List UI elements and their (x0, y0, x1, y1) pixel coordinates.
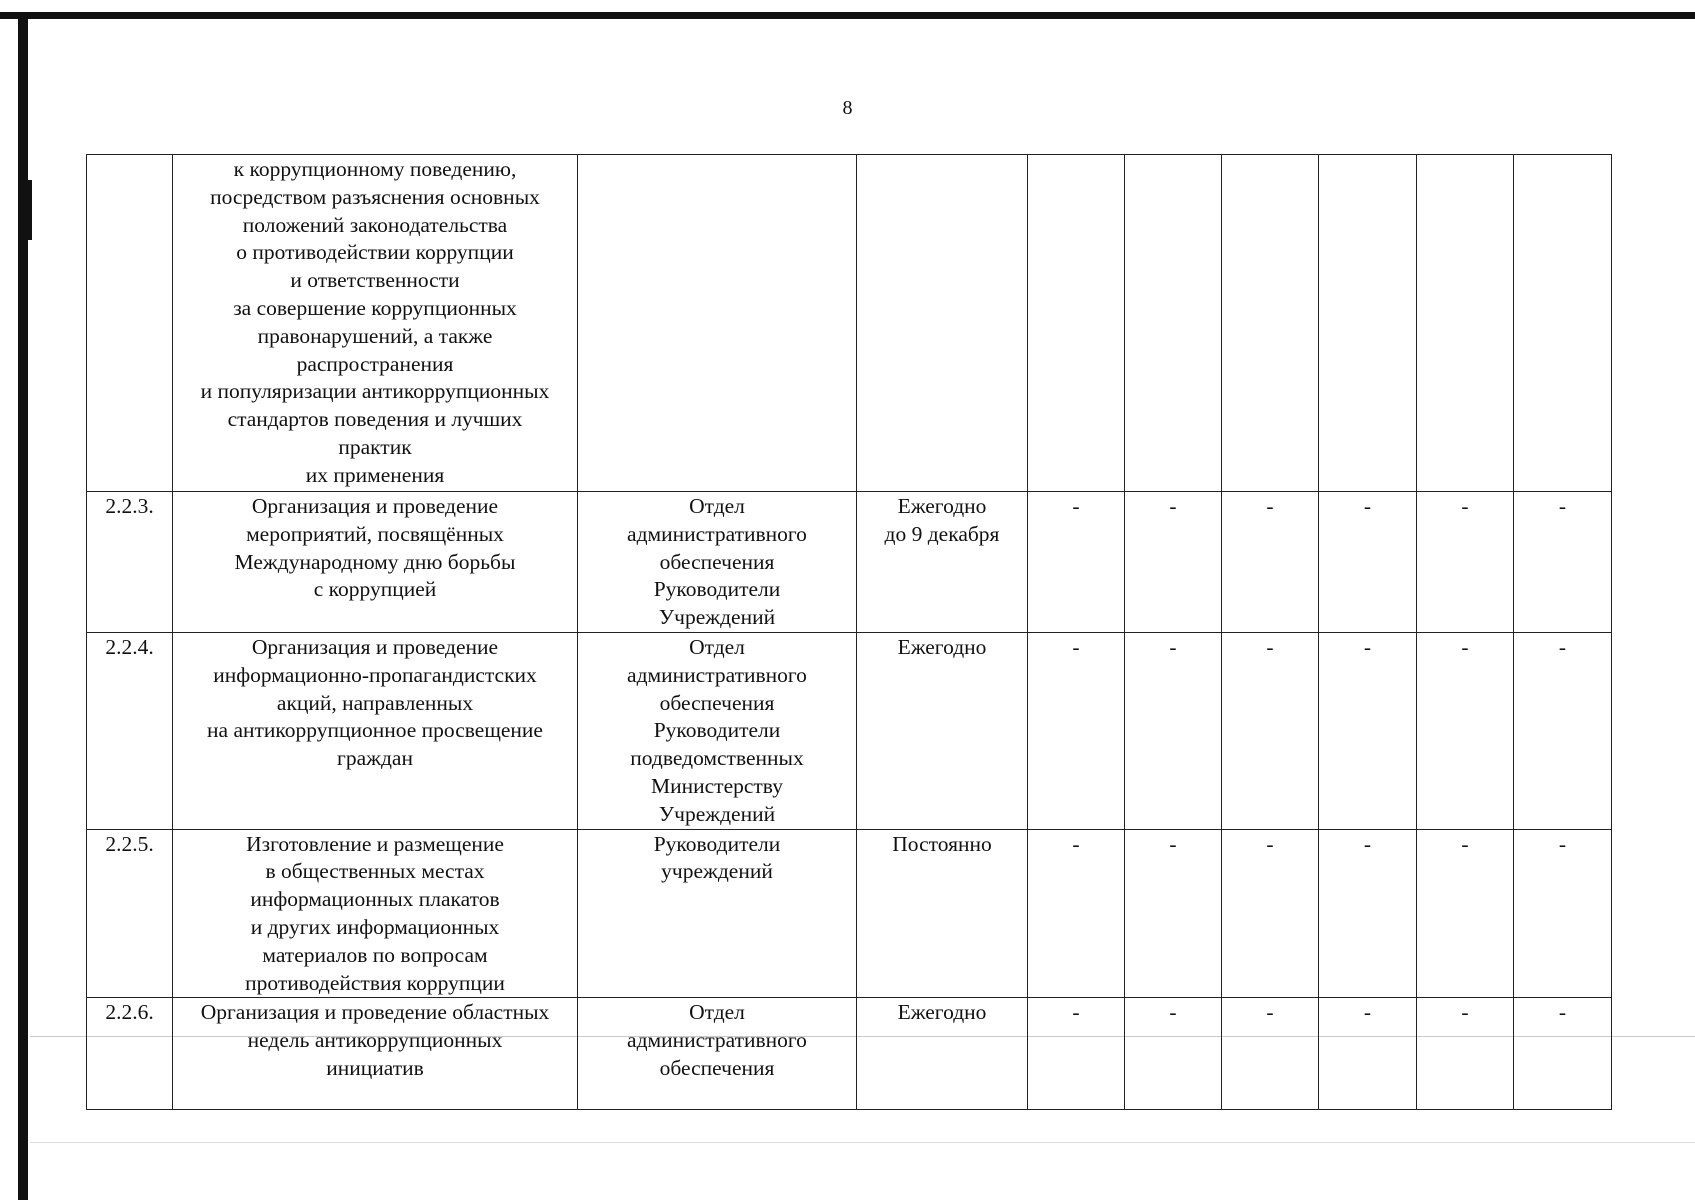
row-number-text: 2.2.4. (105, 634, 154, 659)
responsible-cell-text: Отдел административного обеспечения Руководители подведомственных Министерству Учреждений (627, 634, 807, 826)
activity-cell-text: Изготовление и размещение в общественных местах информационных плакатов и других информационных материалов по вопросам противодействия коррупции (245, 831, 505, 995)
responsible-cell-text: Отдел административного обеспечения Руководители Учреждений (627, 494, 807, 630)
activity-cell-text: Организация и проведение областных недель антикоррупционных инициатив (200, 1000, 550, 1080)
responsible-cell-text: Руководители учреждений (653, 831, 781, 884)
row-number (87, 829, 173, 998)
value-cell-1 (1028, 829, 1125, 998)
value-cell-4 (1319, 155, 1417, 492)
row-number-text: 2.2.5. (105, 831, 154, 856)
deadline-cell-text: Ежегодно (897, 634, 987, 659)
value-cell-1-text: - (1072, 831, 1080, 856)
scan-left-mark (18, 180, 32, 240)
row-number (87, 492, 173, 633)
value-cell-6-text: - (1558, 831, 1567, 856)
value-cell-1-text: - (1072, 1000, 1080, 1025)
value-cell-2-text: - (1169, 634, 1177, 659)
value-cell-4 (1319, 632, 1417, 829)
value-cell-4-text: - (1363, 494, 1372, 518)
value-cell-2 (1125, 155, 1222, 492)
row-number (87, 998, 173, 1110)
deadline-cell (857, 829, 1028, 998)
value-cell-6 (1514, 155, 1612, 492)
row-number (87, 632, 173, 829)
value-cell-2 (1125, 492, 1222, 633)
value-cell-3-text: - (1266, 494, 1274, 518)
value-cell-4 (1319, 829, 1417, 998)
value-cell-1 (1028, 155, 1125, 492)
value-cell-5 (1417, 632, 1514, 829)
value-cell-6 (1514, 829, 1612, 998)
table-row (87, 155, 1612, 492)
value-cell-5-text: - (1461, 634, 1469, 659)
activity-cell-text: к коррупционному поведению, посредством разъяснения основных положений законодательства о противодействии коррупции и ответственности за совершение коррупционных правонарушений, а также распространения и популяризации антикоррупционных стандартов поведения и лучших практик их применения (200, 157, 550, 487)
activity-cell (173, 155, 578, 492)
value-cell-4 (1319, 492, 1417, 633)
value-cell-5 (1417, 155, 1514, 492)
value-cell-5-text: - (1461, 1000, 1469, 1025)
activity-cell (173, 829, 578, 998)
value-cell-2 (1125, 829, 1222, 998)
table-row (87, 492, 1612, 633)
value-cell-2 (1125, 632, 1222, 829)
value-cell-6-text: - (1558, 494, 1567, 518)
responsible-cell-text: Отдел административного обеспечения (627, 1000, 807, 1080)
value-cell-5 (1417, 998, 1514, 1110)
value-cell-2-text: - (1169, 1000, 1177, 1025)
plan-table (86, 154, 1612, 1110)
value-cell-6 (1514, 492, 1612, 633)
deadline-cell-text: Ежегодно (897, 1000, 987, 1025)
value-cell-2-text: - (1169, 494, 1177, 518)
activity-cell (173, 998, 578, 1110)
deadline-cell (857, 632, 1028, 829)
deadline-cell (857, 492, 1028, 633)
value-cell-6-text: - (1558, 1000, 1567, 1025)
activity-cell-text: Организация и проведение информационно-пропагандистских акций, направленных на антикоррупционное просвещение граждан (207, 634, 543, 771)
deadline-cell-text: Ежегодно до 9 декабря (884, 494, 1000, 546)
value-cell-1 (1028, 492, 1125, 633)
activity-cell-text: Организация и проведение мероприятий, посвящённых Международному дню борьбы с коррупцией (234, 494, 516, 602)
scan-artifact-line (30, 1142, 1695, 1143)
value-cell-3 (1222, 998, 1319, 1110)
page-number: 8 (842, 97, 853, 119)
responsible-cell (578, 492, 857, 633)
table-row (87, 829, 1612, 998)
row-number-text: 2.2.6. (105, 1000, 154, 1025)
value-cell-1 (1028, 632, 1125, 829)
value-cell-4-text: - (1363, 831, 1372, 856)
scan-top-border (0, 12, 1695, 19)
deadline-cell (857, 155, 1028, 492)
value-cell-1-text: - (1072, 494, 1080, 518)
value-cell-3 (1222, 829, 1319, 998)
responsible-cell (578, 155, 857, 492)
value-cell-3 (1222, 155, 1319, 492)
value-cell-4 (1319, 998, 1417, 1110)
value-cell-6-text: - (1558, 634, 1567, 659)
responsible-cell (578, 998, 857, 1110)
value-cell-2 (1125, 998, 1222, 1110)
value-cell-1-text: - (1072, 634, 1080, 659)
value-cell-6 (1514, 998, 1612, 1110)
value-cell-3-text: - (1266, 831, 1274, 856)
value-cell-5-text: - (1461, 831, 1469, 856)
value-cell-4-text: - (1363, 1000, 1372, 1025)
value-cell-3 (1222, 492, 1319, 633)
row-number (87, 155, 173, 492)
value-cell-5 (1417, 829, 1514, 998)
value-cell-4-text: - (1363, 634, 1372, 659)
value-cell-5-text: - (1461, 494, 1469, 518)
value-cell-3-text: - (1266, 634, 1274, 659)
value-cell-2-text: - (1169, 831, 1177, 856)
deadline-cell-text: Постоянно (892, 831, 992, 856)
table-row (87, 632, 1612, 829)
activity-cell (173, 492, 578, 633)
plan-table-body (87, 155, 1612, 1110)
value-cell-3 (1222, 632, 1319, 829)
responsible-cell (578, 829, 857, 998)
value-cell-3-text: - (1266, 1000, 1274, 1025)
activity-cell (173, 632, 578, 829)
value-cell-5 (1417, 492, 1514, 633)
responsible-cell (578, 632, 857, 829)
value-cell-1 (1028, 998, 1125, 1110)
table-row (87, 998, 1612, 1110)
row-number-text: 2.2.3. (105, 494, 154, 518)
value-cell-6 (1514, 632, 1612, 829)
deadline-cell (857, 998, 1028, 1110)
